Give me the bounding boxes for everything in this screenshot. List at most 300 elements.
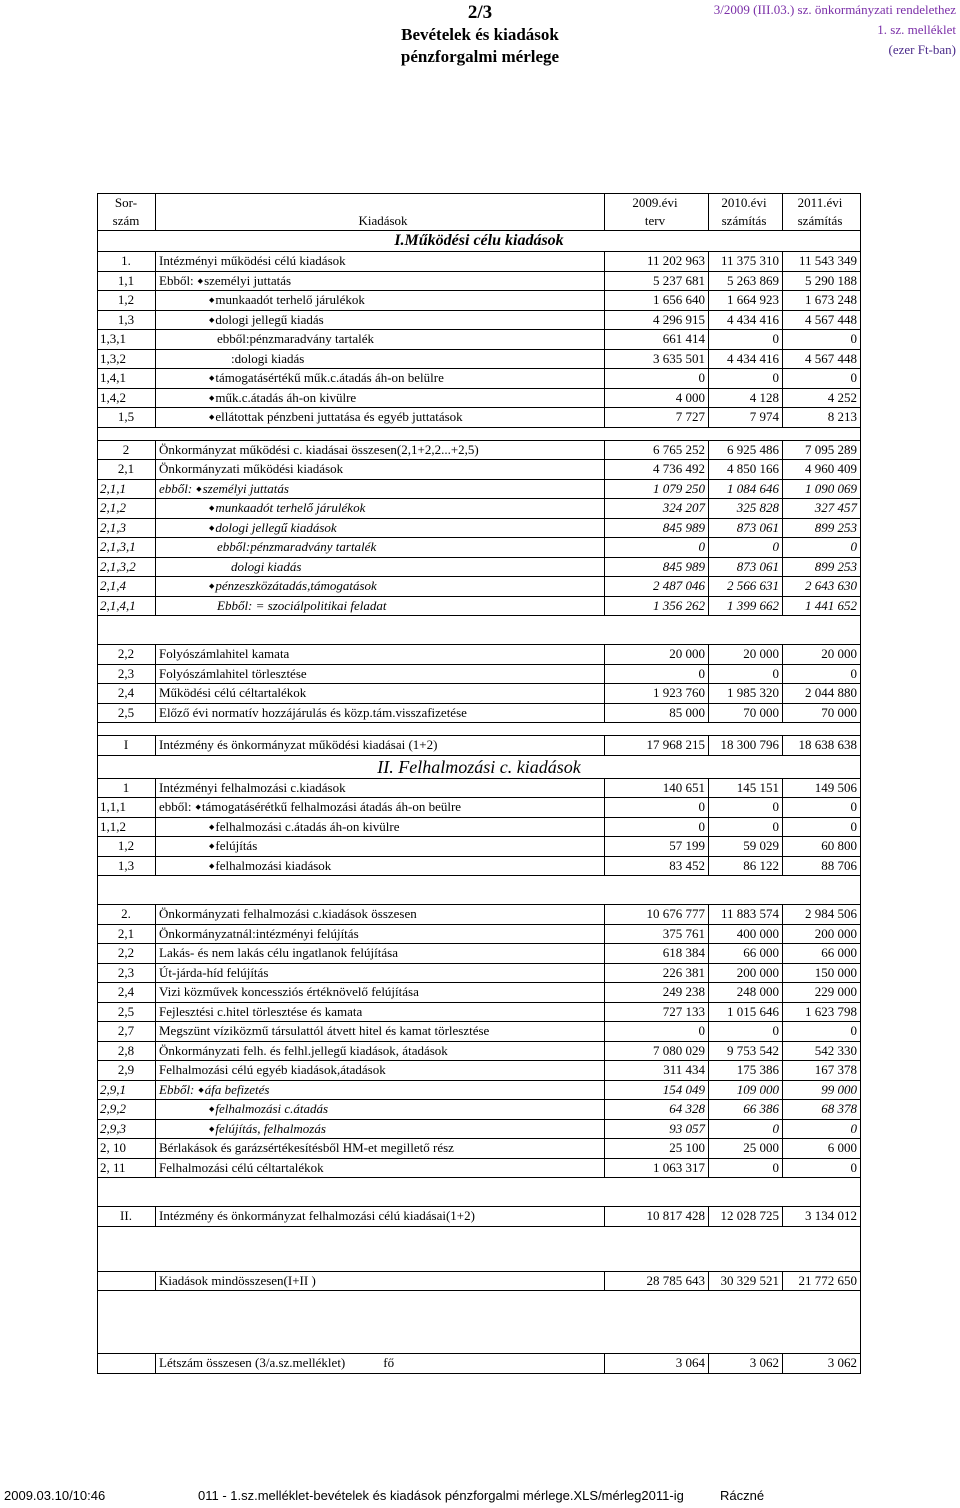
row-number: 1,1,2: [100, 818, 126, 834]
value-2010: 70 000: [708, 704, 782, 723]
value-2009: 28 785 643: [604, 1272, 708, 1291]
value-2010: 4 128: [708, 389, 782, 408]
value-2010: 2 566 631: [708, 577, 782, 596]
row-label: Felhalmozási célú egyéb kiadások,átadások: [159, 1062, 386, 1077]
table-row: [98, 460, 860, 480]
value-2011: 167 378: [782, 1061, 860, 1080]
value-2009: 85 000: [604, 704, 708, 723]
value-2009: 1 356 262: [604, 597, 708, 616]
table-row: [98, 779, 860, 799]
value-2010: 1 664 923: [708, 291, 782, 310]
row-number: 2.: [121, 906, 131, 921]
value-2009: 25 100: [604, 1139, 708, 1158]
value-2010: 4 434 416: [708, 350, 782, 369]
row-description: [155, 272, 607, 291]
row-description: [155, 558, 607, 577]
col-header-2009: 2009.évi terv: [604, 194, 705, 230]
table-row: [98, 983, 860, 1003]
value-2011: 0: [782, 1159, 860, 1178]
table-row: [98, 837, 860, 857]
value-2010: 4 850 166: [708, 460, 782, 479]
table-row: [98, 350, 860, 370]
row-label: dologi kiadás: [231, 558, 302, 574]
row-number: 2,1,1: [100, 480, 126, 496]
row-label: munkaadót terhelő járulékok: [215, 292, 365, 307]
section-title-operating: I.Működési célu kiadások: [98, 231, 860, 252]
footer-author: Ráczné: [720, 1488, 765, 1503]
table-row: [98, 577, 860, 597]
value-2011: 18 638 638: [782, 736, 860, 755]
expenses-table: [97, 193, 859, 1370]
col-header-2010: 2010.évi számítás: [708, 194, 779, 230]
row-description: [155, 1139, 607, 1158]
value-2009: 226 381: [604, 964, 708, 983]
row-description: [155, 350, 607, 369]
row-description: [155, 925, 607, 944]
value-2009: 1 923 760: [604, 684, 708, 703]
value-2011: 1 090 069: [782, 480, 860, 499]
table-row: [98, 1061, 860, 1081]
value-2011: 327 457: [782, 499, 860, 518]
row-number: 2,7: [117, 1023, 135, 1038]
table-row: [98, 1081, 860, 1101]
value-2009: 845 989: [604, 519, 708, 538]
row-number: 2,1,3,2: [100, 558, 136, 574]
value-2010: 7 974: [708, 408, 782, 427]
bullet-icon: [159, 409, 215, 424]
row-label: személyi juttatás: [204, 272, 292, 288]
row-description: [155, 1354, 607, 1373]
spacer-row: [98, 616, 860, 645]
row-number: II.: [120, 1208, 132, 1223]
row-description: [155, 330, 607, 349]
value-2011: 200 000: [782, 925, 860, 944]
bullet-icon: [159, 520, 215, 535]
value-2010: 4 434 416: [708, 311, 782, 330]
value-2009: 3 064: [604, 1354, 708, 1373]
value-2011: 4 567 448: [782, 311, 860, 330]
row-description: [155, 818, 607, 837]
row-description: [155, 441, 607, 460]
row-label: Folyószámlahitel kamata: [159, 646, 290, 661]
table-row: [98, 964, 860, 984]
table-row: [98, 1139, 860, 1159]
row-label: Bérlakások és garázsértékesítésből HM-et megillető rész: [159, 1140, 454, 1155]
row-description: [155, 480, 607, 499]
value-2010: 0: [708, 798, 782, 817]
table-row: [98, 369, 860, 389]
row-number: I: [123, 737, 129, 752]
table-row: [98, 272, 860, 292]
row-description: [155, 1159, 607, 1178]
row-description: [155, 704, 607, 723]
table-row: [98, 558, 860, 578]
value-2010: 86 122: [708, 857, 782, 876]
value-2010: 1 985 320: [708, 684, 782, 703]
row-unit: fő: [383, 1355, 395, 1370]
row-label: Önkormányzati felhalmozási c.kiadások összesen: [159, 906, 417, 921]
value-2010: 1 399 662: [708, 597, 782, 616]
table-row: [98, 925, 860, 945]
value-2009: 4 296 915: [604, 311, 708, 330]
row-description: [155, 519, 607, 538]
row-label: áfa befizetés: [204, 1081, 270, 1097]
value-2010: 200 000: [708, 964, 782, 983]
value-2010: 20 000: [708, 645, 782, 664]
row-number: 1,5: [117, 409, 135, 424]
row-description: [155, 837, 607, 856]
row-description: [155, 944, 607, 963]
bullet-icon: [159, 819, 215, 834]
table-row: [98, 684, 860, 704]
value-2009: 83 452: [604, 857, 708, 876]
value-2011: 899 253: [782, 519, 860, 538]
value-2011: 1 673 248: [782, 291, 860, 310]
row-label: Önkormányzatnál:intézményi felújítás: [159, 925, 359, 941]
row-label: Önkormányzati működési kiadások: [159, 461, 344, 476]
table-row: [98, 291, 860, 311]
value-2010: 0: [708, 369, 782, 388]
value-2010: 873 061: [708, 519, 782, 538]
value-2009: 845 989: [604, 558, 708, 577]
row-description: [155, 577, 607, 596]
table-row: [98, 1354, 860, 1374]
value-2010: 66 000: [708, 944, 782, 963]
row-description: [155, 538, 607, 557]
value-2009: 324 207: [604, 499, 708, 518]
row-number: 2,1: [117, 925, 135, 941]
row-number: 2,4: [117, 685, 135, 700]
value-2010: 175 386: [708, 1061, 782, 1080]
value-2011: 3 062: [782, 1354, 860, 1373]
row-label: Felhalmozási célú céltartalékok: [159, 1159, 324, 1175]
table-row: [98, 798, 860, 818]
table-row: [98, 389, 860, 409]
value-2011: 0: [782, 665, 860, 684]
row-label: Megszünt víziközmű társulattól átvett hitel és kamat törlesztése: [159, 1023, 490, 1038]
page-title-line1: Bevételek és kiadások: [401, 25, 559, 44]
value-2011: 20 000: [782, 645, 860, 664]
row-description: [155, 291, 607, 310]
value-2011: 899 253: [782, 558, 860, 577]
table-row: [98, 538, 860, 558]
row-number: 1,1,1: [100, 799, 126, 814]
table-row: [98, 736, 860, 756]
bullet-icon: [159, 312, 215, 327]
table-row: [98, 1100, 860, 1120]
value-2011: 2 643 630: [782, 577, 860, 596]
value-2010: 0: [708, 818, 782, 837]
value-2011: 11 543 349: [782, 252, 860, 271]
value-2010: 12 028 725: [708, 1207, 782, 1226]
value-2011: 0: [782, 330, 860, 349]
value-2011: 68 378: [782, 1100, 860, 1119]
value-2009: 0: [604, 369, 708, 388]
value-2009: 0: [604, 798, 708, 817]
row-description: [155, 798, 607, 817]
row-label: Intézményi működési célú kiadások: [159, 253, 346, 268]
row-description: [155, 597, 607, 616]
row-label: ebből:pénzmaradvány tartalék: [217, 539, 377, 554]
value-2009: 311 434: [604, 1061, 708, 1080]
row-description: [155, 369, 607, 388]
header-right: [706, 0, 956, 60]
table-row: [98, 1120, 860, 1140]
row-prefix: ebből:: [159, 480, 193, 496]
value-2011: 4 252: [782, 389, 860, 408]
table-row: [98, 818, 860, 838]
value-2010: 873 061: [708, 558, 782, 577]
table-row: [98, 1022, 860, 1042]
bullet-icon: [159, 292, 215, 307]
value-2009: 2 487 046: [604, 577, 708, 596]
value-2009: 20 000: [604, 645, 708, 664]
row-label: felhalmozási kiadások: [215, 857, 332, 873]
table-row: [98, 499, 860, 519]
spacer-row: [98, 1178, 860, 1207]
value-2011: 0: [782, 369, 860, 388]
table-row: [98, 857, 860, 877]
bullet-icon: [159, 838, 215, 853]
row-number: 2, 10: [100, 1140, 126, 1155]
value-2009: 618 384: [604, 944, 708, 963]
value-2009: 1 063 317: [604, 1159, 708, 1178]
value-2009: 1 079 250: [604, 480, 708, 499]
row-number: 1.: [121, 253, 131, 268]
value-2010: 0: [708, 665, 782, 684]
bullet-icon: [159, 578, 215, 593]
table-row: [98, 252, 860, 272]
value-2011: 88 706: [782, 857, 860, 876]
value-2011: 229 000: [782, 983, 860, 1002]
value-2011: 542 330: [782, 1042, 860, 1061]
value-2011: 2 044 880: [782, 684, 860, 703]
row-number: 2,2: [117, 945, 135, 960]
row-label: pénzeszközátadás,támogatások: [215, 578, 377, 593]
row-number: [98, 1354, 154, 1373]
table-header-row: [98, 193, 860, 231]
table-row: [98, 480, 860, 500]
value-2009: 154 049: [604, 1081, 708, 1100]
row-number: 1,2: [117, 292, 135, 307]
value-2010: 0: [708, 538, 782, 557]
bullet-icon: [159, 1121, 215, 1136]
value-2011: 70 000: [782, 704, 860, 723]
value-2010: 66 386: [708, 1100, 782, 1119]
row-description: [155, 1081, 607, 1100]
value-2009: 7 727: [604, 408, 708, 427]
value-2010: 145 151: [708, 779, 782, 798]
row-prefix: Ebből:: [159, 272, 194, 288]
bullet-icon: [159, 370, 215, 385]
value-2011: 0: [782, 1022, 860, 1041]
row-number: 1: [122, 779, 130, 795]
row-description: [155, 1061, 607, 1080]
row-description: [155, 1042, 607, 1061]
annex-number: 1. sz. melléklet: [877, 22, 956, 37]
col-header-2011: 2011.évi számítás: [782, 194, 857, 230]
row-label: munkaadót terhelő járulékok: [215, 500, 366, 515]
value-2011: 1 441 652: [782, 597, 860, 616]
value-2010: 18 300 796: [708, 736, 782, 755]
value-2009: 17 968 215: [604, 736, 708, 755]
value-2011: 0: [782, 818, 860, 837]
value-2010: 400 000: [708, 925, 782, 944]
value-2010: 0: [708, 1120, 782, 1139]
value-2011: 2 984 506: [782, 905, 860, 924]
row-label: Önkormányzati felh. és felhl.jellegű kiadások, átadások: [159, 1042, 448, 1058]
value-2010: 11 375 310: [708, 252, 782, 271]
value-2011: 5 290 188: [782, 272, 860, 291]
value-2011: 66 000: [782, 944, 860, 963]
value-2011: 8 213: [782, 408, 860, 427]
row-number: 1,3: [117, 857, 135, 873]
value-2011: 4 960 409: [782, 460, 860, 479]
bullet-icon: [159, 858, 215, 873]
row-number: 2,2: [117, 646, 135, 661]
footer-timestamp: 2009.03.10/10:46: [4, 1488, 106, 1503]
value-2009: 375 761: [604, 925, 708, 944]
row-number: [98, 1272, 154, 1291]
row-number: 2,5: [117, 704, 135, 720]
row-prefix: Ebből:: [159, 1081, 195, 1097]
spacer-row: [98, 723, 860, 736]
row-prefix: ebből:: [159, 799, 192, 814]
row-label: felújítás: [215, 838, 258, 853]
row-description: [155, 964, 607, 983]
value-2009: 0: [604, 538, 708, 557]
table-row: [98, 441, 860, 461]
row-number: 2,1,4,1: [100, 597, 136, 613]
row-label: személyi juttatás: [202, 480, 289, 496]
value-2011: 149 506: [782, 779, 860, 798]
row-label: Előző évi normatív hozzájárulás és közp.tám.visszafizetése: [159, 704, 467, 720]
row-label: Kiadások mindösszesen(I+II ): [159, 1272, 316, 1288]
row-description: [155, 1100, 607, 1119]
value-2010: 109 000: [708, 1081, 782, 1100]
value-2009: 0: [604, 665, 708, 684]
row-label: Létszám összesen (3/a.sz.melléklet): [159, 1355, 346, 1370]
row-number: 2,8: [117, 1042, 135, 1058]
row-description: [155, 665, 607, 684]
section-title-capital: II. Felhalmozási c. kiadások: [98, 756, 860, 779]
row-label: :dologi kiadás: [231, 350, 305, 366]
value-2010: 25 000: [708, 1139, 782, 1158]
table-row: [98, 1042, 860, 1062]
row-description: [155, 1120, 607, 1139]
value-2010: 0: [708, 1159, 782, 1178]
value-2011: 21 772 650: [782, 1272, 860, 1291]
row-number: 2,1,4: [100, 578, 126, 593]
row-number: 2,9,2: [100, 1101, 126, 1116]
row-description: [155, 645, 607, 664]
table-row: [98, 311, 860, 331]
row-label: műk.c.átadás áh-on kivülre: [215, 389, 357, 405]
row-label: Lakás- és nem lakás célu ingatlanok felújítása: [159, 945, 398, 960]
decree-reference: 3/2009 (III.03.) sz. önkormányzati rendelethez: [713, 2, 956, 17]
bullet-icon: [159, 390, 215, 405]
row-description: [155, 857, 607, 876]
row-label: ellátottak pénzbeni juttatása és egyéb juttatások: [215, 409, 463, 424]
value-2010: 30 329 521: [708, 1272, 782, 1291]
row-number: 2,9: [117, 1062, 135, 1077]
value-2010: 5 263 869: [708, 272, 782, 291]
value-2009: 57 199: [604, 837, 708, 856]
row-label: Önkormányzat működési c. kiadásai összesen(2,1+2,2...+2,5): [159, 441, 479, 457]
value-2010: 3 062: [708, 1354, 782, 1373]
row-description: [155, 905, 607, 924]
page-header: [300, 0, 660, 68]
value-2009: 249 238: [604, 983, 708, 1002]
value-2011: 99 000: [782, 1081, 860, 1100]
value-2010: 1 084 646: [708, 480, 782, 499]
row-description: [155, 1022, 607, 1041]
value-2009: 10 676 777: [604, 905, 708, 924]
value-2011: 7 095 289: [782, 441, 860, 460]
row-description: [155, 736, 607, 755]
row-number: 2,1,3,1: [100, 539, 136, 554]
table-row: [98, 944, 860, 964]
value-2009: 0: [604, 818, 708, 837]
value-2011: 3 134 012: [782, 1207, 860, 1226]
table-row: [98, 519, 860, 539]
bullet-icon: [159, 500, 215, 515]
row-label: Fejlesztési c.hitel törlesztése és kamata: [159, 1003, 363, 1019]
row-number: 2,3: [117, 964, 135, 980]
row-description: [155, 408, 607, 427]
value-2009: 727 133: [604, 1003, 708, 1022]
value-2009: 4 000: [604, 389, 708, 408]
row-label: Intézményi felhalmozási c.kiadások: [159, 779, 346, 795]
row-description: [155, 779, 607, 798]
table-row: [98, 905, 860, 925]
row-number: 1,3,2: [100, 350, 126, 366]
value-2009: 7 080 029: [604, 1042, 708, 1061]
value-2009: 11 202 963: [604, 252, 708, 271]
value-2011: 6 000: [782, 1139, 860, 1158]
row-description: [155, 1272, 607, 1291]
value-2011: 0: [782, 1120, 860, 1139]
value-2011: 0: [782, 798, 860, 817]
row-label: dologi jellegű kiadás: [215, 311, 324, 327]
row-label: Ebből: = szociálpolitikai feladat: [217, 597, 387, 613]
row-label: ebből:pénzmaradvány tartalék: [217, 331, 375, 346]
row-number: 2: [122, 441, 130, 457]
page-title-line2: pénzforgalmi mérlege: [400, 47, 560, 66]
value-2010: 248 000: [708, 983, 782, 1002]
bullet-icon: [159, 1101, 215, 1116]
table-row: [98, 1003, 860, 1023]
row-label: támogatásérétkű felhalmozási átadás áh-on beülre: [201, 799, 462, 814]
table-row: [98, 704, 860, 724]
row-number: 1,3: [117, 311, 135, 327]
spacer-row: [98, 876, 860, 905]
row-number: 1,1: [117, 272, 135, 288]
row-label: felhalmozási c.átadás: [215, 1101, 329, 1116]
row-description: [155, 684, 607, 703]
value-2009: 661 414: [604, 330, 708, 349]
row-label: Folyószámlahitel törlesztése: [159, 665, 307, 681]
value-2011: 1 623 798: [782, 1003, 860, 1022]
value-2009: 3 635 501: [604, 350, 708, 369]
row-number: 1,4,2: [100, 389, 126, 405]
row-label: Intézmény és önkormányzat felhalmozási célú kiadásai(1+2): [159, 1208, 475, 1223]
table-row: [98, 408, 860, 428]
spacer-row: [98, 1227, 860, 1272]
value-2009: 5 237 681: [604, 272, 708, 291]
table-row: [98, 665, 860, 685]
row-label: felhalmozási c.átadás áh-on kivülre: [215, 818, 400, 834]
